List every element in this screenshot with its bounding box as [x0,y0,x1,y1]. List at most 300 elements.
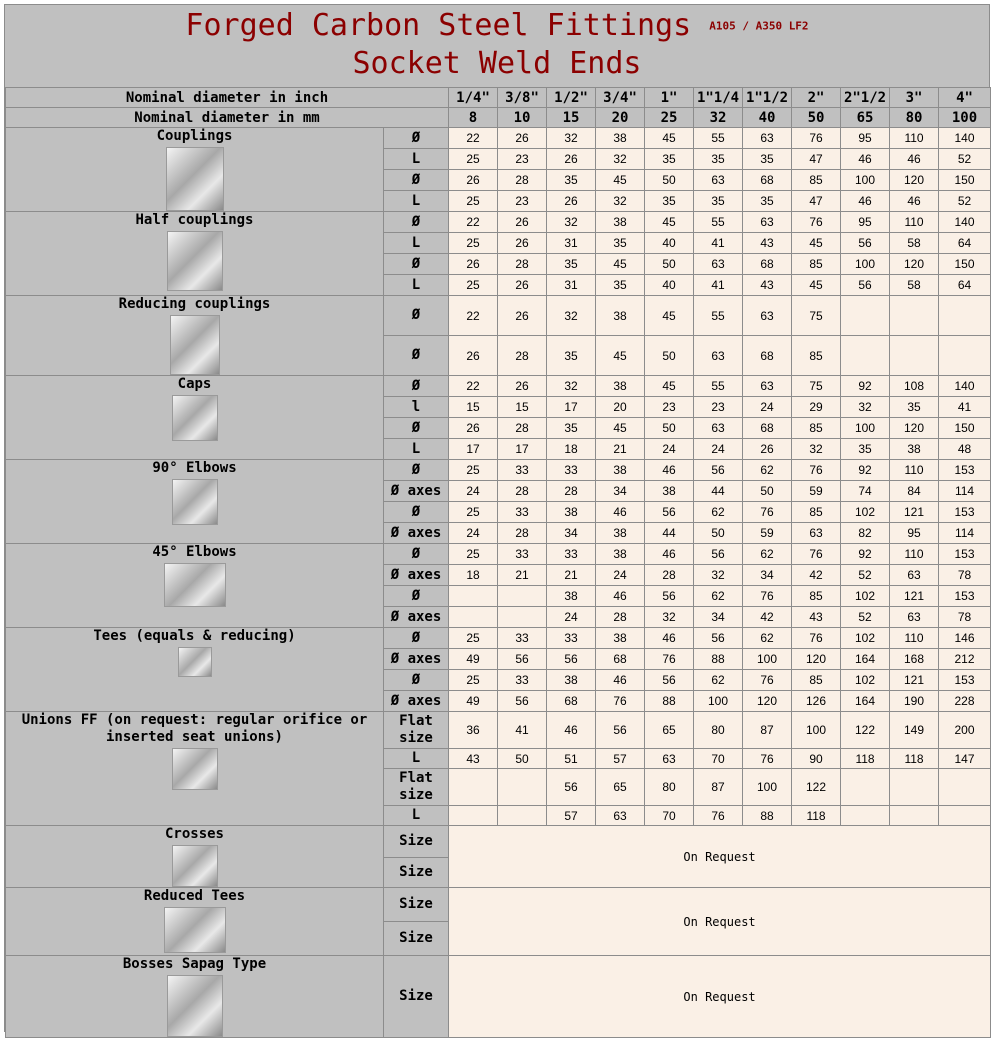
value-cell: 121 [890,670,939,691]
value-cell: 76 [792,128,841,149]
value-cell: 49 [449,649,498,670]
value-cell: 62 [743,460,792,481]
value-cell: 87 [694,769,743,806]
value-cell: 68 [743,254,792,275]
value-cell: 45 [596,254,645,275]
product-cell [6,628,384,712]
value-cell [890,336,939,376]
dimension-label: Ø axes [384,481,449,502]
product-cell [6,128,384,212]
value-cell: 146 [939,628,991,649]
value-cell: 35 [596,233,645,254]
header-inch-cell: 2"1/2 [841,88,890,108]
dimension-label: Ø [384,212,449,233]
value-cell: 140 [939,128,991,149]
value-cell: 55 [694,296,743,336]
value-cell: 120 [890,254,939,275]
value-cell: 100 [841,254,890,275]
value-cell: 100 [841,170,890,191]
dimension-label: Ø [384,418,449,439]
elbow-45-image [164,563,226,607]
value-cell: 62 [694,586,743,607]
value-cell: 28 [547,481,596,502]
value-cell [841,769,890,806]
header-mm-cell: 15 [547,108,596,128]
value-cell: 25 [449,544,498,565]
value-cell: 63 [890,565,939,586]
dimension-label: Size [384,922,449,956]
value-cell: 25 [449,628,498,649]
dimension-label: l [384,397,449,418]
value-cell: 26 [498,296,547,336]
value-cell: 33 [498,460,547,481]
boss-image [167,975,223,1037]
dimension-label: L [384,749,449,769]
value-cell: 63 [890,607,939,628]
value-cell: 75 [792,296,841,336]
on-request-cell: On Request [449,956,991,1038]
value-cell: 190 [890,691,939,712]
value-cell: 122 [792,769,841,806]
value-cell: 26 [498,275,547,296]
dimension-label: Ø [384,376,449,397]
value-cell: 78 [939,607,991,628]
value-cell: 120 [890,418,939,439]
value-cell: 150 [939,254,991,275]
product-cell [6,296,384,376]
value-cell: 114 [939,481,991,502]
value-cell: 65 [645,712,694,749]
value-cell: 76 [645,649,694,670]
dimension-label: Ø [384,254,449,275]
dimensions-table [5,87,991,1038]
value-cell: 85 [792,670,841,691]
header-inch-cell: 4" [939,88,991,108]
value-cell: 46 [645,460,694,481]
value-cell: 78 [939,565,991,586]
dimension-label: Ø axes [384,523,449,544]
header-row-mm [6,108,991,128]
value-cell: 28 [498,523,547,544]
value-cell: 28 [498,254,547,275]
value-cell: 168 [890,649,939,670]
value-cell: 80 [694,712,743,749]
table-row [6,460,991,481]
value-cell: 46 [645,628,694,649]
value-cell: 55 [694,376,743,397]
value-cell [939,336,991,376]
header-mm-cell: 10 [498,108,547,128]
value-cell: 45 [645,212,694,233]
product-name: Bosses Sapag Type [122,956,267,972]
value-cell: 62 [694,502,743,523]
value-cell: 85 [792,502,841,523]
value-cell: 100 [743,649,792,670]
value-cell: 35 [645,191,694,212]
table-row [6,628,991,649]
dimension-label: L [384,149,449,170]
value-cell: 36 [449,712,498,749]
value-cell: 149 [890,712,939,749]
product-cell [6,212,384,296]
value-cell: 62 [743,544,792,565]
header-inch-cell: 1"1/2 [743,88,792,108]
coupling-image [166,147,224,211]
value-cell: 46 [645,544,694,565]
value-cell: 28 [498,170,547,191]
dimension-label: Flat size [384,712,449,749]
value-cell: 24 [449,523,498,544]
value-cell: 42 [792,565,841,586]
value-cell: 18 [547,439,596,460]
value-cell: 23 [498,191,547,212]
value-cell: 35 [547,336,596,376]
cap-image [172,395,218,441]
value-cell: 32 [547,376,596,397]
value-cell: 35 [743,191,792,212]
value-cell [498,769,547,806]
value-cell: 150 [939,170,991,191]
value-cell: 35 [890,397,939,418]
value-cell: 68 [743,418,792,439]
value-cell: 26 [449,336,498,376]
value-cell: 24 [645,439,694,460]
value-cell: 28 [645,565,694,586]
value-cell: 63 [743,128,792,149]
value-cell: 26 [498,128,547,149]
value-cell: 63 [596,806,645,826]
value-cell: 63 [694,336,743,376]
value-cell: 15 [498,397,547,418]
value-cell: 38 [596,376,645,397]
table-row [6,296,991,336]
value-cell: 126 [792,691,841,712]
value-cell: 63 [792,523,841,544]
value-cell: 56 [645,670,694,691]
dimension-label: Ø [384,336,449,376]
header-mm-cell: 50 [792,108,841,128]
header-mm-cell: 80 [890,108,939,128]
value-cell: 150 [939,418,991,439]
on-request-cell: On Request [449,826,991,888]
value-cell: 76 [596,691,645,712]
value-cell [890,806,939,826]
value-cell: 33 [498,544,547,565]
value-cell: 118 [792,806,841,826]
value-cell: 121 [890,502,939,523]
value-cell: 102 [841,502,890,523]
value-cell: 212 [939,649,991,670]
value-cell: 100 [743,769,792,806]
value-cell: 56 [645,502,694,523]
value-cell [890,296,939,336]
union-image [172,748,218,790]
value-cell: 21 [547,565,596,586]
value-cell: 25 [449,275,498,296]
value-cell: 34 [596,481,645,502]
value-cell: 50 [498,749,547,769]
value-cell: 50 [645,254,694,275]
dimension-label: L [384,806,449,826]
value-cell [449,586,498,607]
value-cell: 31 [547,233,596,254]
value-cell: 63 [743,376,792,397]
value-cell [449,607,498,628]
value-cell [939,769,991,806]
product-name: Caps [177,376,212,392]
value-cell: 26 [449,418,498,439]
value-cell: 76 [792,212,841,233]
value-cell: 34 [547,523,596,544]
value-cell [939,806,991,826]
value-cell: 76 [743,502,792,523]
fittings-sheet [4,4,990,1032]
value-cell: 46 [547,712,596,749]
reduced-tee-image [164,907,226,953]
value-cell: 45 [645,376,694,397]
dimension-label: Ø [384,502,449,523]
value-cell: 110 [890,628,939,649]
value-cell: 35 [547,254,596,275]
dimension-label: L [384,275,449,296]
value-cell: 32 [547,296,596,336]
header-label-inch: Nominal diameter in inch [6,88,449,108]
value-cell: 110 [890,544,939,565]
value-cell: 31 [547,275,596,296]
value-cell: 23 [694,397,743,418]
value-cell: 100 [694,691,743,712]
value-cell: 33 [498,502,547,523]
header-mm-cell: 40 [743,108,792,128]
value-cell: 44 [645,523,694,544]
value-cell: 33 [498,628,547,649]
value-cell: 118 [841,749,890,769]
value-cell: 90 [792,749,841,769]
value-cell: 25 [449,191,498,212]
value-cell: 15 [449,397,498,418]
value-cell: 32 [547,128,596,149]
header-label-mm: Nominal diameter in mm [6,108,449,128]
value-cell: 17 [498,439,547,460]
title-main: Forged Carbon Steel Fittings [185,8,692,43]
value-cell: 38 [596,628,645,649]
value-cell: 32 [694,565,743,586]
value-cell: 33 [547,460,596,481]
value-cell: 70 [694,749,743,769]
header-inch-cell: 2" [792,88,841,108]
product-cell [6,956,384,1038]
value-cell: 95 [841,128,890,149]
value-cell: 26 [498,233,547,254]
value-cell [498,806,547,826]
value-cell: 153 [939,670,991,691]
value-cell: 44 [694,481,743,502]
value-cell: 35 [694,149,743,170]
value-cell [939,296,991,336]
value-cell: 45 [596,418,645,439]
value-cell: 24 [743,397,792,418]
value-cell: 26 [743,439,792,460]
value-cell [841,336,890,376]
value-cell: 92 [841,544,890,565]
value-cell: 62 [694,670,743,691]
dimension-label: Ø axes [384,607,449,628]
value-cell: 80 [645,769,694,806]
value-cell: 57 [596,749,645,769]
value-cell: 45 [596,170,645,191]
value-cell: 45 [645,296,694,336]
dimension-label: L [384,439,449,460]
value-cell: 88 [743,806,792,826]
product-name: Tees (equals & reducing) [93,628,296,644]
value-cell: 22 [449,376,498,397]
value-cell: 38 [596,544,645,565]
value-cell: 55 [694,212,743,233]
title-line1 [5,7,989,46]
title-line2: Socket Weld Ends [352,46,642,81]
value-cell: 32 [596,191,645,212]
dimension-label: Ø [384,170,449,191]
value-cell: 26 [449,170,498,191]
value-cell: 28 [498,418,547,439]
value-cell: 153 [939,544,991,565]
value-cell: 40 [645,275,694,296]
value-cell: 24 [596,565,645,586]
value-cell: 24 [449,481,498,502]
header-mm-cell: 32 [694,108,743,128]
value-cell: 120 [890,170,939,191]
value-cell: 63 [694,170,743,191]
header-mm-cell: 100 [939,108,991,128]
header-inch-cell: 3/8" [498,88,547,108]
value-cell: 55 [694,128,743,149]
product-name: Reducing couplings [118,296,271,312]
half-coupling-image [167,231,223,291]
value-cell: 23 [645,397,694,418]
value-cell: 102 [841,628,890,649]
value-cell: 120 [792,649,841,670]
value-cell: 88 [645,691,694,712]
value-cell: 76 [743,586,792,607]
dimension-label: Ø axes [384,565,449,586]
value-cell: 88 [694,649,743,670]
value-cell: 153 [939,586,991,607]
value-cell: 46 [596,670,645,691]
value-cell: 110 [890,212,939,233]
value-cell: 25 [449,502,498,523]
value-cell: 164 [841,649,890,670]
dimension-label: Size [384,857,449,888]
dimension-label: L [384,191,449,212]
value-cell: 22 [449,212,498,233]
value-cell: 75 [792,376,841,397]
header-inch-cell: 3/4" [596,88,645,108]
value-cell: 42 [743,607,792,628]
value-cell: 140 [939,376,991,397]
table-row [6,888,991,922]
value-cell: 95 [890,523,939,544]
value-cell: 38 [596,296,645,336]
value-cell: 100 [841,418,890,439]
value-cell: 118 [890,749,939,769]
value-cell: 122 [841,712,890,749]
reducing-coupling-image [170,315,220,375]
table-row [6,956,991,1038]
value-cell: 52 [939,191,991,212]
value-cell: 63 [645,749,694,769]
value-cell: 56 [498,691,547,712]
value-cell: 102 [841,586,890,607]
value-cell: 28 [498,336,547,376]
value-cell: 92 [841,460,890,481]
product-name: Crosses [164,826,224,842]
table-row [6,128,991,149]
header-inch-cell: 1/2" [547,88,596,108]
value-cell: 63 [743,296,792,336]
dimension-label: Ø [384,544,449,565]
value-cell: 74 [841,481,890,502]
value-cell: 29 [792,397,841,418]
value-cell: 200 [939,712,991,749]
product-cell [6,460,384,544]
value-cell: 50 [645,418,694,439]
value-cell: 46 [841,149,890,170]
value-cell: 45 [792,233,841,254]
product-cell [6,826,384,888]
value-cell: 24 [547,607,596,628]
value-cell: 56 [498,649,547,670]
dimension-label: Ø [384,586,449,607]
value-cell: 76 [792,628,841,649]
value-cell [498,607,547,628]
value-cell: 56 [596,712,645,749]
dimension-label: Ø axes [384,649,449,670]
value-cell: 95 [841,212,890,233]
value-cell: 28 [596,607,645,628]
value-cell: 46 [596,586,645,607]
value-cell: 46 [841,191,890,212]
table-row [6,544,991,565]
value-cell: 59 [792,481,841,502]
value-cell: 38 [596,212,645,233]
value-cell: 50 [645,170,694,191]
value-cell: 35 [547,418,596,439]
table-row [6,826,991,858]
dimension-label: Ø [384,460,449,481]
dimension-label: L [384,233,449,254]
value-cell: 84 [890,481,939,502]
dimension-label: Ø axes [384,691,449,712]
value-cell: 58 [890,275,939,296]
value-cell: 52 [939,149,991,170]
value-cell: 68 [547,691,596,712]
table-row [6,376,991,397]
value-cell: 26 [449,254,498,275]
value-cell: 26 [498,212,547,233]
value-cell: 76 [792,544,841,565]
value-cell: 26 [547,191,596,212]
value-cell: 38 [596,128,645,149]
dimension-label: Size [384,826,449,858]
value-cell: 41 [939,397,991,418]
value-cell: 26 [547,149,596,170]
dimension-label: Size [384,888,449,922]
header-mm-cell: 25 [645,108,694,128]
product-name: Couplings [156,128,233,144]
value-cell: 110 [890,128,939,149]
value-cell: 56 [547,769,596,806]
table-row [6,212,991,233]
